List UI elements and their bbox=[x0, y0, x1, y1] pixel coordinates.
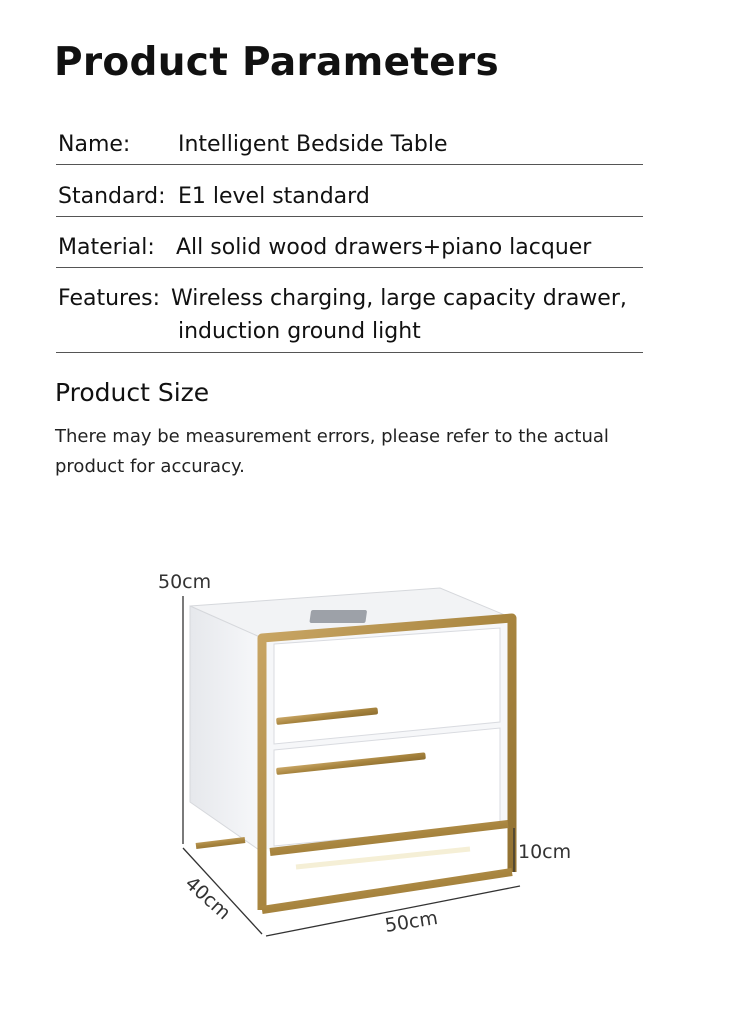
param-value: All solid wood drawers+piano lacquer bbox=[176, 235, 592, 260]
table-side bbox=[190, 606, 262, 852]
param-row-standard bbox=[56, 180, 643, 217]
param-label: Name: bbox=[58, 132, 131, 157]
induction-ground-light bbox=[296, 849, 470, 867]
dimension-leg-label: 10cm bbox=[518, 841, 572, 863]
param-value: Intelligent Bedside Table bbox=[178, 132, 448, 157]
param-label: Material: bbox=[58, 235, 155, 260]
measurement-note: There may be measurement errors, please refer to the actual product for accuracy. bbox=[55, 426, 609, 477]
dimension-width-label: 50cm bbox=[383, 906, 440, 937]
charging-pad bbox=[309, 610, 367, 623]
param-row-name bbox=[56, 128, 643, 165]
page-title: Product Parameters bbox=[54, 40, 500, 85]
dimension-depth-label: 40cm bbox=[180, 872, 235, 925]
param-row-features bbox=[56, 282, 643, 353]
param-value: Wireless charging, large capacity drawer, bbox=[171, 286, 627, 311]
dimension-height-label: 50cm bbox=[158, 571, 212, 593]
param-value-line2: induction ground light bbox=[178, 319, 421, 344]
bedside-table-illustration bbox=[0, 540, 734, 980]
gold-frame-base bbox=[262, 872, 512, 910]
param-label: Features: bbox=[58, 286, 161, 311]
param-label: Standard: bbox=[58, 184, 166, 209]
param-value: E1 level standard bbox=[178, 184, 370, 209]
gold-back-leg-base bbox=[196, 840, 245, 846]
param-row-material bbox=[56, 231, 643, 268]
product-size-heading: Product Size bbox=[55, 378, 210, 407]
